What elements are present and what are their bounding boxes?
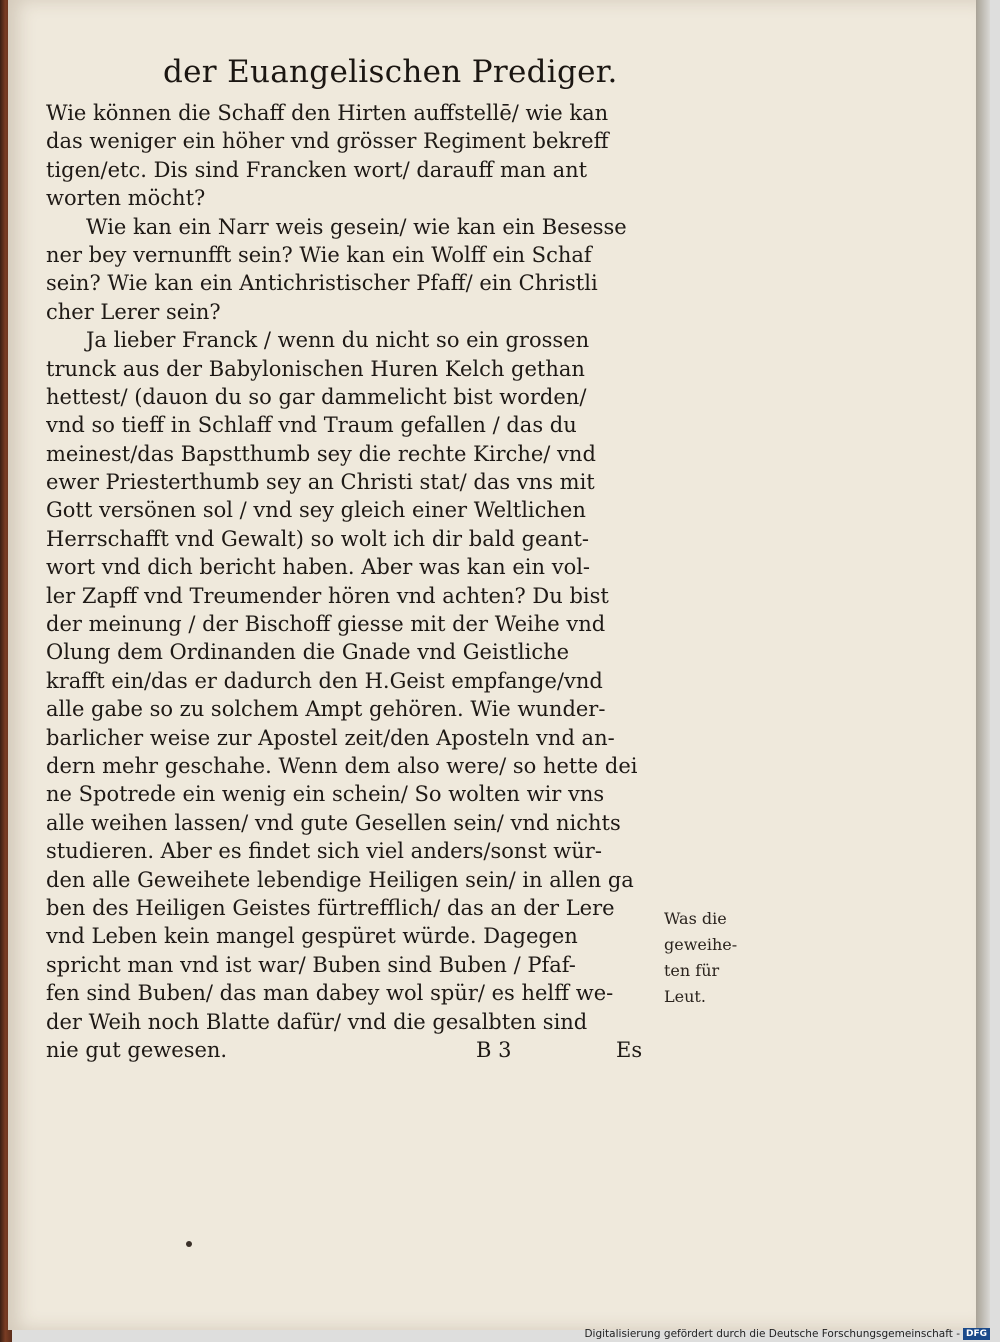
text-line: spricht man vnd ist war/ Buben sind Buben / Pfaf- [46, 952, 576, 977]
signature-mark: B 3 [476, 1037, 512, 1062]
marginal-note [664, 906, 774, 1010]
text-line: krafft ein/das er dadurch den H.Geist empfange/vnd [46, 668, 603, 693]
marginal-note-line: Was die [664, 909, 727, 928]
text-line: den alle Geweihete lebendige Heiligen sein/ in allen ga [46, 867, 634, 892]
text-line: der Weih noch Blatte dafür/ vnd die gesalbten sind [46, 1009, 588, 1034]
text-line: der meinung / der Bischoff giesse mit der Weihe vnd [46, 612, 606, 637]
text-line: tigen/etc. Dis sind Francken wort/ darauff man ant [46, 157, 588, 182]
text-line: Gott versönen sol / vnd sey gleich einer Weltlichen [46, 498, 586, 523]
body-text [46, 99, 666, 1064]
marginal-note-line: geweihe- [664, 935, 738, 954]
text-line: worten möcht? [46, 186, 206, 211]
text-line: alle gabe so zu solchem Ampt gehören. Wie wunder- [46, 697, 606, 722]
text-line: barlicher weise zur Apostel zeit/den Aposteln vnd an- [46, 725, 615, 750]
ink-spot [186, 1241, 192, 1247]
text-line: Herrschafft vnd Gewalt) so wolt ich dir bald geant- [46, 526, 590, 551]
text-line: ben des Heiligen Geistes fürtrefflich/ das an der Lere [46, 895, 615, 920]
running-head: der Euangelischen Prediger. [163, 54, 618, 90]
dfg-logo-icon: DFG [963, 1328, 990, 1340]
footer-text: Digitalisierung gefördert durch die Deutsche Forschungsgemeinschaft - [584, 1328, 960, 1340]
text-line: cher Lerer sein? [46, 299, 221, 324]
catchword: Es [616, 1037, 643, 1062]
text-line: vnd Leben kein mangel gespüret würde. Dagegen [46, 924, 578, 949]
text-line: vnd so tieff in Schlaff vnd Traum gefallen / das du [46, 413, 577, 438]
text-line: ner bey vernunfft sein? Wie kan ein Wolff ein Schaf [46, 242, 592, 267]
text-line: fen sind Buben/ das man dabey wol spür/ es helff we- [46, 981, 614, 1006]
text-line: meinest/das Bapstthumb sey die rechte Kirche/ vnd [46, 441, 596, 466]
text-line: wort vnd dich bericht haben. Aber was kan ein vol- [46, 555, 591, 580]
text-line: Ja lieber Franck / wenn du nicht so ein grossen [86, 328, 590, 353]
text-line: studieren. Aber es findet sich viel anders/sonst wür- [46, 839, 602, 864]
text-line: nie gut gewesen. [46, 1037, 228, 1062]
text-line: Wie können die Schaff den Hirten auffstellē/ wie kan [46, 101, 609, 125]
page-edge-shadow [976, 0, 990, 1330]
text-line: Olung dem Ordinanden die Gnade vnd Geistliche [46, 640, 570, 665]
marginal-note-line: ten für [664, 961, 720, 980]
text-line: alle weihen lassen/ vnd gute Gesellen sein/ vnd nichts [46, 810, 621, 835]
text-line: Wie kan ein Narr weis gesein/ wie kan ein Besesse [86, 214, 627, 239]
text-line: das weniger ein höher vnd grösser Regiment bekreff [46, 129, 609, 154]
text-line: hettest/ (dauon du so gar dammelicht bist worden/ [46, 384, 587, 409]
text-line: trunck aus der Babylonischen Huren Kelch gethan [46, 356, 585, 381]
text-line: sein? Wie kan ein Antichristischer Pfaff/ ein Christli [46, 271, 598, 296]
text-line: dern mehr geschahe. Wenn dem also were/ so hette dei [46, 753, 638, 778]
marginal-note-line: Leut. [664, 987, 706, 1006]
text-line: ne Spotrede ein wenig ein schein/ So wolten wir vns [46, 782, 605, 807]
digitization-footer [584, 1328, 990, 1340]
text-line: ler Zapff vnd Treumender hören vnd achten? Du bist [46, 583, 609, 608]
text-line: ewer Priesterthumb sey an Christi stat/ das vns mit [46, 470, 595, 495]
last-text-line [46, 1036, 666, 1064]
